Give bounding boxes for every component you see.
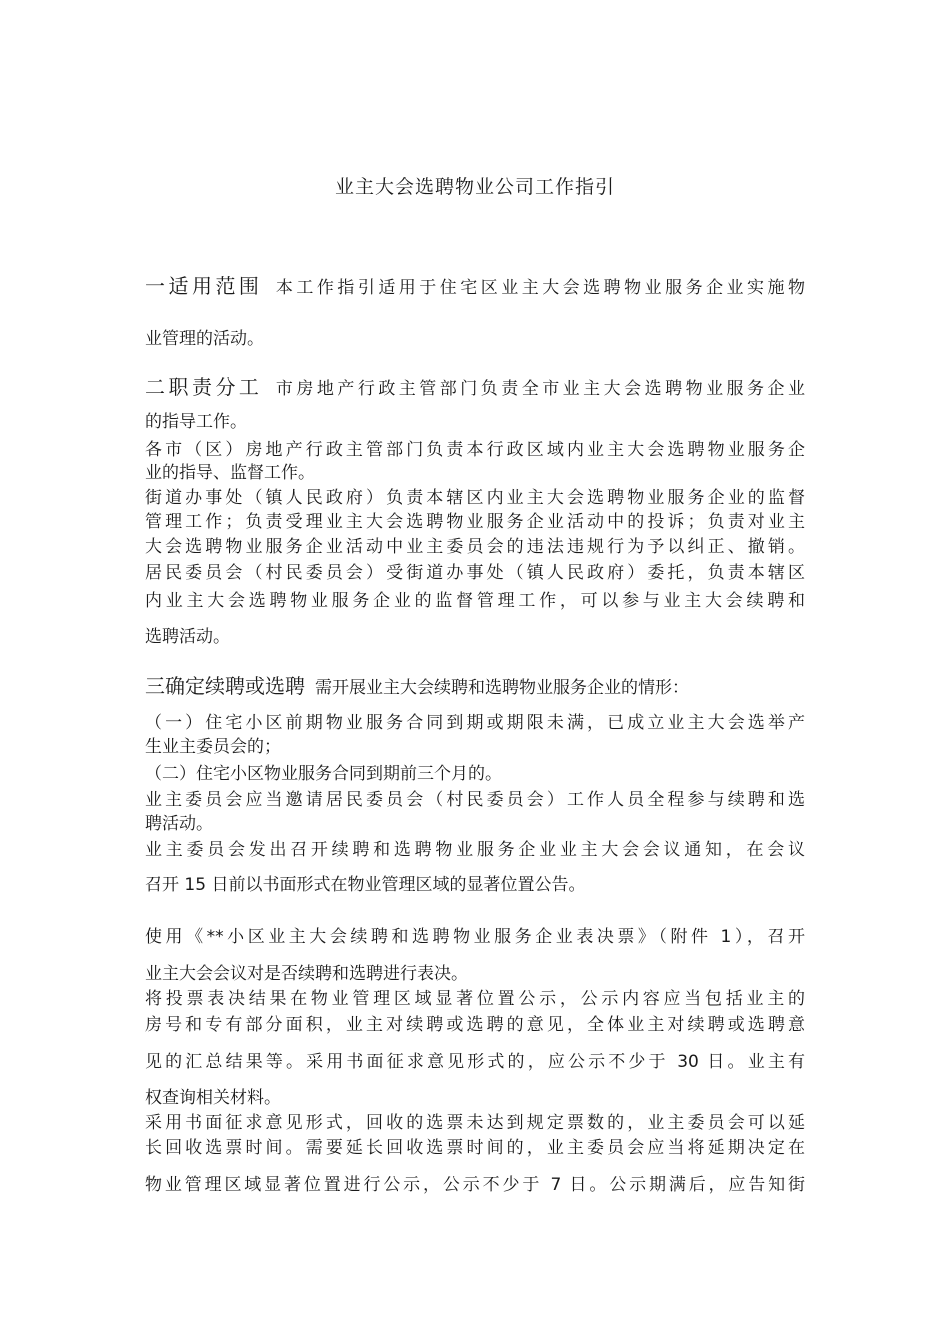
section-2-line-1 xyxy=(145,375,805,401)
section-3-line-4: （二）住宅小区物业服务合同到期前三个月的。 xyxy=(145,764,502,784)
section-1-text: 本工作指引适用于住宅区业主大会选聘物业服务企业实施物 xyxy=(272,278,805,298)
section-3-line-3: 生业主委员会的； xyxy=(145,737,281,757)
section-2-text: 市房地产行政主管部门负责全市业主大会选聘物业服务企业 xyxy=(272,379,805,399)
document-title: 业主大会选聘物业公司工作指引 xyxy=(334,176,615,198)
section-3-line-1 xyxy=(145,674,805,700)
section-3-line-8: 召开 15 日前以书面形式在物业管理区域的显著位置公告。 xyxy=(145,875,586,895)
section-3-line-6: 聘活动。 xyxy=(145,814,213,834)
section-3-line-16: 长回收选票时间。需要延长回收选票时间的，业主委员会应当将延期决定在 xyxy=(145,1138,805,1158)
section-3-line-5: 业主委员会应当邀请居民委员会（村民委员会）工作人员全程参与续聘和选 xyxy=(145,790,805,810)
section-3-line-17: 物业管理区域显著位置进行公示，公示不少于 7 日。公示期满后，应告知街 xyxy=(145,1175,805,1195)
section-2-line-8: 居民委员会（村民委员会）受街道办事处（镇人民政府）委托，负责本辖区 xyxy=(145,563,805,583)
section-1-line-1 xyxy=(145,274,805,300)
section-3-line-10: 业主大会会议对是否续聘和选聘进行表决。 xyxy=(145,964,468,984)
section-3-line-9: 使用《**小区业主大会续聘和选聘物业服务企业表决票》（附件 1），召开 xyxy=(145,927,805,947)
section-3-line-11: 将投票表决结果在物业管理区域显著位置公示，公示内容应当包括业主的 xyxy=(145,989,805,1009)
section-3-line-13: 见的汇总结果等。采用书面征求意见形式的，应公示不少于 30 日。业主有 xyxy=(145,1052,805,1072)
section-3-line-15: 采用书面征求意见形式，回收的选票未达到规定票数的，业主委员会可以延 xyxy=(145,1113,805,1133)
section-2-line-6: 管理工作；负责受理业主大会选聘物业服务企业活动中的投诉；负责对业主 xyxy=(145,512,805,532)
section-3-line-7: 业主委员会发出召开续聘和选聘物业服务企业业主大会会议通知，在会议 xyxy=(145,840,805,860)
section-2-line-9: 内业主大会选聘物业服务企业的监督管理工作，可以参与业主大会续聘和 xyxy=(145,591,805,611)
section-3-text: 需开展业主大会续聘和选聘物业服务企业的情形： xyxy=(315,678,689,698)
section-2-line-5: 街道办事处（镇人民政府）负责本辖区内业主大会选聘物业服务企业的监督 xyxy=(145,488,805,508)
section-3-line-12: 房号和专有部分面积，业主对续聘或选聘的意见，全体业主对续聘或选聘意 xyxy=(145,1015,805,1035)
section-3-line-14: 权查询相关材料。 xyxy=(145,1088,281,1108)
section-3-heading: 三确定续聘或选聘 xyxy=(145,674,305,698)
section-2-line-2: 的指导工作。 xyxy=(145,412,247,432)
section-2-line-4: 业的指导、监督工作。 xyxy=(145,463,315,483)
section-1-line-2: 业管理的活动。 xyxy=(145,329,264,349)
section-2-heading: 二职责分工 xyxy=(145,375,263,399)
section-2-line-3: 各市（区）房地产行政主管部门负责本行政区域内业主大会选聘物业服务企 xyxy=(145,440,805,460)
section-1-heading: 一适用范围 xyxy=(145,274,263,298)
section-2-line-10: 选聘活动。 xyxy=(145,627,230,647)
section-3-line-2: （一）住宅小区前期物业服务合同到期或期限未满，已成立业主大会选举产 xyxy=(145,713,805,733)
section-2-line-7: 大会选聘物业服务企业活动中业主委员会的违法违规行为予以纠正、撤销。 xyxy=(145,537,805,557)
